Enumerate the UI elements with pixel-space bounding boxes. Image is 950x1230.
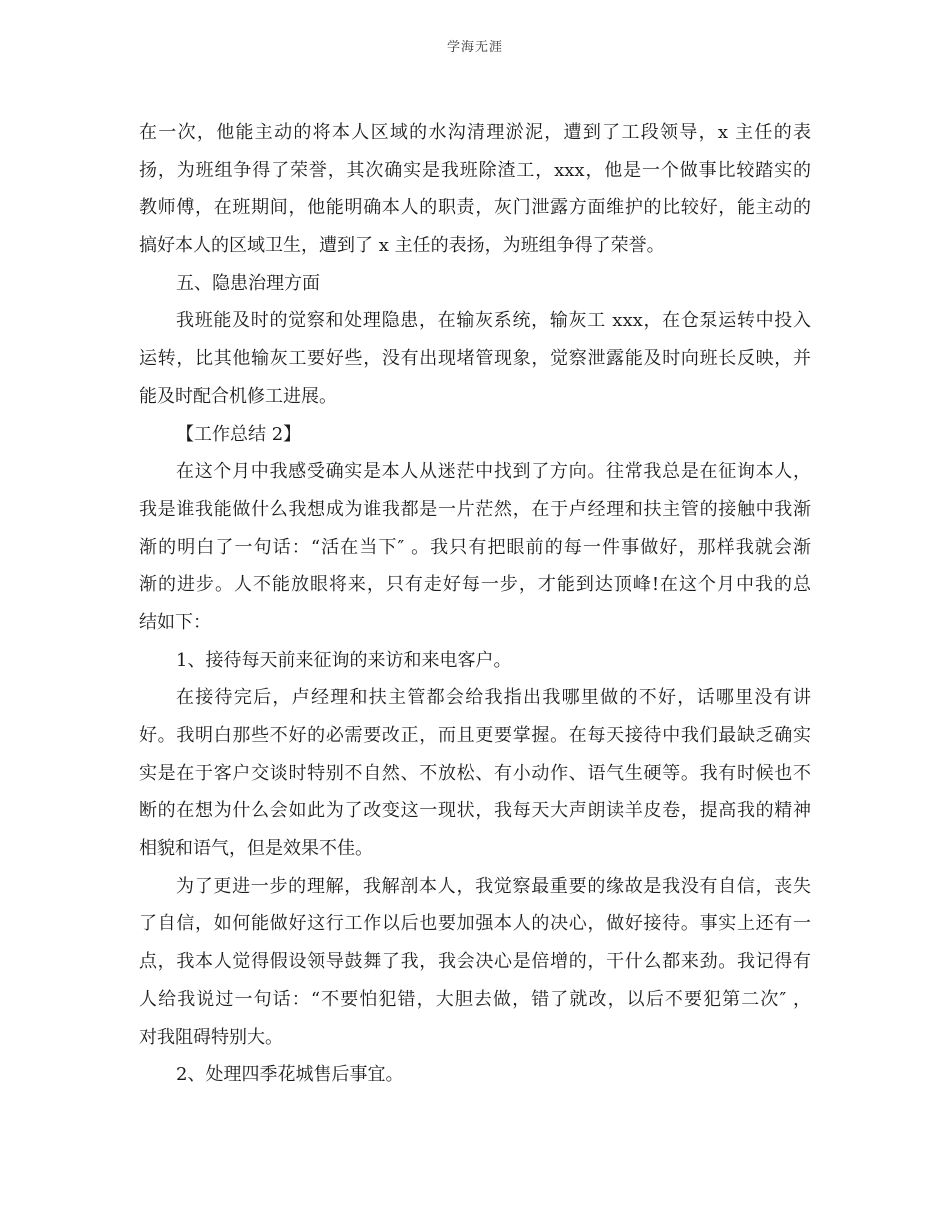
paragraph-line: 运转，比其他输灰工要好些，没有出现堵管现象，觉察泄露能及时向班长反映，并 [139, 348, 811, 370]
paragraph-line: 在一次，他能主动的将本人区域的水沟清理淤泥，遭到了工段领导，x 主任的表 [139, 122, 811, 143]
paragraph-line: 渐的进步。人不能放眼将来，只有走好每一步，才能到达顶峰!在这个月中我的总 [139, 574, 811, 596]
paragraph-line: 为了更进一步的理解，我解剖本人，我觉察最重要的缘故是我没有自信，丧失 [176, 875, 811, 897]
paragraph-line: 好。我明白那些不好的必需要改正，而且更要掌握。在每天接待中我们最缺乏确实 [139, 725, 811, 746]
section-heading: 五、隐患治理方面 [176, 272, 320, 294]
paragraph-line: 渐的明白了一句话：“活在当下″ 。我只有把眼前的每一件事做好，那样我就会渐 [139, 536, 811, 558]
list-item-heading: 2、处理四季花城售后事宜。 [176, 1064, 404, 1086]
paragraph-line: 在接待完后，卢经理和扶主管都会给我指出我哪里做的不好，话哪里没有讲 [176, 687, 811, 709]
paragraph-line: 搞好本人的区域卫生，遭到了 x 主任的表扬，为班组争得了荣誉。 [139, 235, 665, 257]
paragraph-line: 能及时配合机修工进展。 [139, 385, 337, 407]
list-item-heading: 1、接待每天前来征询的来访和来电客户。 [176, 649, 512, 671]
paragraph-line: 在这个月中我感受确实是本人从迷茫中找到了方向。往常我总是在征询本人， [176, 461, 811, 483]
paragraph-line: 人给我说过一句话：“不要怕犯错，大胆去做，错了就改，以后不要犯第二次″ ， [139, 988, 811, 1010]
paragraph-line: 结如下： [139, 611, 211, 633]
page-header: 学海无涯 [446, 40, 503, 55]
paragraph-line: 断的在想为什么会如此为了改变这一现状，我每天大声朗读羊皮卷，提高我的精神 [139, 800, 811, 822]
paragraph-line: 了自信，如何能做好这行工作以后也要加强本人的决心，做好接待。事实上还有一 [139, 913, 811, 935]
document-body [139, 114, 811, 1094]
paragraph-line: 对我阻碍特别大。 [139, 1026, 283, 1048]
paragraph-line: 我班能及时的觉察和处理隐患，在输灰系统，输灰工 xxx，在仓泵运转中投入 [176, 310, 811, 332]
paragraph-line: 教师傅，在班期间，他能明确本人的职责，灰门泄露方面维护的比较好，能主动的 [139, 197, 811, 219]
paragraph-line: 扬，为班组争得了荣誉，其次确实是我班除渣工，xxx，他是一个做事比较踏实的 [139, 159, 811, 181]
paragraph-line: 我是谁我能做什么我想成为谁我都是一片茫然，在于卢经理和扶主管的接触中我渐 [139, 498, 811, 520]
paragraph-line: 点，我本人觉得假设领导鼓舞了我，我会决心是倍增的，干什么都来劲。我记得有 [139, 951, 811, 973]
section-heading: 【工作总结 2】 [176, 423, 302, 445]
paragraph-line: 实是在于客户交谈时特别不自然、不放松、有小动作、语气生硬等。我有时候也不 [139, 762, 811, 784]
paragraph-line: 相貌和语气，但是效果不佳。 [139, 838, 373, 860]
